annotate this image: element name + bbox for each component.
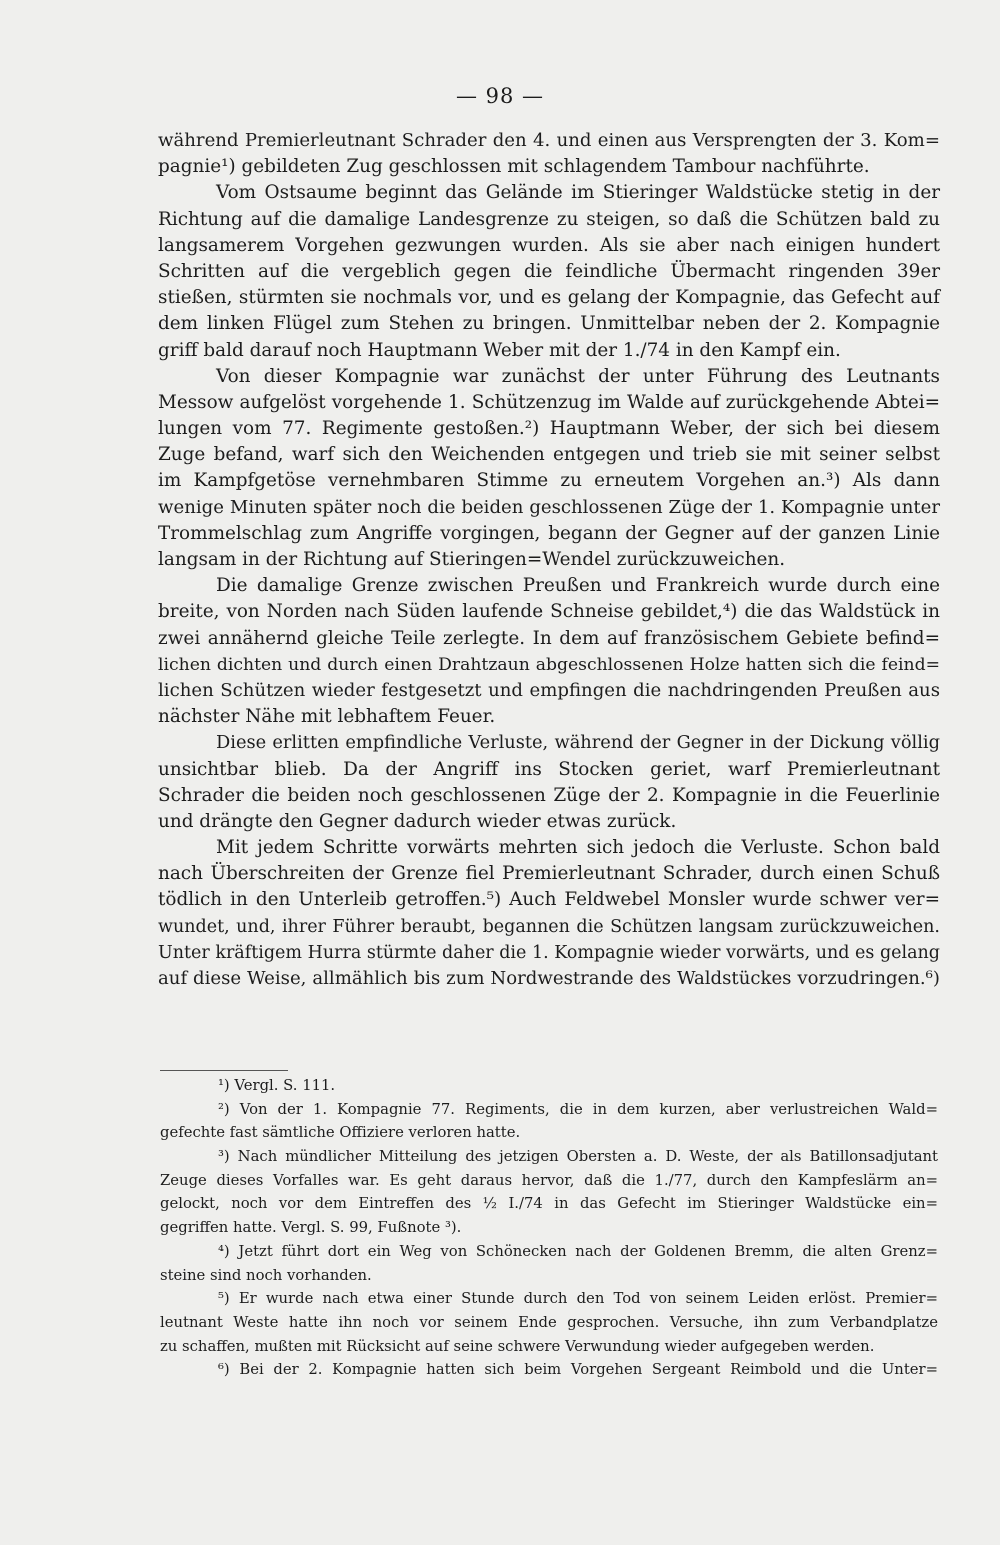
text-line: Trommelschlag zum Angriffe vorgingen, begann der Gegner auf der ganzen Linie xyxy=(158,522,940,544)
text-line: stießen, stürmten sie nochmals vor, und es gelang der Kompagnie, das Gefecht auf xyxy=(158,287,940,309)
footnote-line: steine sind noch vorhanden. xyxy=(160,1266,372,1284)
footnote-line: ¹) Vergl. S. 111. xyxy=(218,1077,336,1094)
text-line: griff bald darauf noch Hauptmann Weber mit der 1./74 in den Kampf ein. xyxy=(158,339,841,361)
text-line: lichen Schützen wieder festgesetzt und empfingen die nachdringenden Preußen aus xyxy=(158,679,940,701)
footnote-line: ³) Nach mündlicher Mitteilung des jetzigen Obersten a. D. Weste, der als Batillonsadjutant xyxy=(218,1148,938,1166)
text-line: lichen dichten und durch einen Drahtzaun abgeschlossenen Holze hatten sich die feind= xyxy=(158,654,940,675)
text-line: pagnie¹) gebildeten Zug geschlossen mit schlagendem Tambour nachführte. xyxy=(158,156,870,178)
text-line: Richtung auf die damalige Landesgrenze zu steigen, so daß die Schützen bald zu xyxy=(158,208,940,230)
text-line: Diese erlitten empfindliche Verluste, während der Gegner in der Dickung völlig xyxy=(216,732,940,754)
text-line: dem linken Flügel zum Stehen zu bringen. Unmittelbar neben der 2. Kompagnie xyxy=(158,313,940,335)
text-line: und drängte den Gegner dadurch wieder etwas zurück. xyxy=(158,810,677,832)
text-line: zwei annähernd gleiche Teile zerlegte. In dem auf französischem Gebiete befind= xyxy=(158,627,940,649)
text-line: lungen vom 77. Regimente gestoßen.²) Hauptmann Weber, der sich bei diesem xyxy=(158,418,940,440)
text-line: Vom Ostsaume beginnt das Gelände im Stieringer Waldstücke stetig in der xyxy=(216,182,940,204)
text-line: wundet, und, ihrer Führer beraubt, begannen die Schützen langsam zurückzuweichen. xyxy=(158,916,940,937)
footnote-line: zu schaffen, mußten mit Rücksicht auf seine schwere Verwundung wieder aufgegeben werden. xyxy=(160,1337,875,1355)
footnote-line: ⁵) Er wurde nach etwa einer Stunde durch den Tod von seinem Leiden erlöst. Premier= xyxy=(218,1290,938,1308)
text-line: Mit jedem Schritte vorwärts mehrten sich jedoch die Verluste. Schon bald xyxy=(216,837,940,859)
text-line: langsam in der Richtung auf Stieringen=Wendel zurückzuweichen. xyxy=(158,549,786,570)
text-line: unsichtbar blieb. Da der Angriff ins Stocken geriet, warf Premierleutnant xyxy=(158,758,940,780)
footnote-line: ⁶) Bei der 2. Kompagnie hatten sich beim Vorgehen Sergeant Reimbold und die Unter= xyxy=(218,1361,938,1379)
text-line: Unter kräftigem Hurra stürmte daher die 1. Kompagnie wieder vorwärts, und es gelang xyxy=(158,942,940,963)
footnote-line: gefechte fast sämtliche Offiziere verloren hatte. xyxy=(160,1124,521,1142)
text-line: nächster Nähe mit lebhaftem Feuer. xyxy=(158,706,496,728)
footnote-line: gegriffen hatte. Vergl. S. 99, Fußnote ³). xyxy=(160,1219,462,1237)
text-line: langsamerem Vorgehen gezwungen wurden. Als sie aber nach einigen hundert xyxy=(158,234,940,256)
text-line: Messow aufgelöst vorgehende 1. Schützenzug im Walde auf zurückgehende Abtei= xyxy=(158,391,940,413)
text-line: tödlich in den Unterleib getroffen.⁵) Auch Feldwebel Monsler wurde schwer ver= xyxy=(158,889,940,911)
page-number: — 98 — xyxy=(455,84,545,108)
text-line: während Premierleutnant Schrader den 4. und einen aus Versprengten der 3. Kom= xyxy=(158,130,940,151)
text-line: Schrader die beiden noch geschlossenen Züge der 2. Kompagnie in die Feuerlinie xyxy=(158,784,940,806)
text-line: Zuge befand, warf sich den Weichenden entgegen und trieb sie mit seiner selbst xyxy=(158,444,940,466)
text-line: breite, von Norden nach Süden laufende Schneise gebildet,⁴) die das Waldstück in xyxy=(158,601,940,623)
text-line: nach Überschreiten der Grenze fiel Premierleutnant Schrader, durch einen Schuß xyxy=(158,863,940,885)
text-line: Schritten auf die vergeblich gegen die feindliche Übermacht ringenden 39er xyxy=(158,260,940,282)
footnote-rule xyxy=(160,1070,288,1071)
main-text xyxy=(158,128,940,992)
footnote-line: Zeuge dieses Vorfalles war. Es geht daraus hervor, daß die 1./77, durch den Kampfeslärm an= xyxy=(160,1171,938,1189)
text-line: Die damalige Grenze zwischen Preußen und Frankreich wurde durch eine xyxy=(216,575,940,597)
footnote-line: gelockt, noch vor dem Eintreffen des ½ I./74 in das Gefecht im Stieringer Waldstücke ein= xyxy=(160,1195,938,1213)
footnote-line: ⁴) Jetzt führt dort ein Weg von Schönecken nach der Goldenen Bremm, die alten Grenz= xyxy=(218,1242,938,1260)
text-line: auf diese Weise, allmählich bis zum Nordwestrande des Waldstückes vorzudringen.⁶) xyxy=(158,968,940,989)
footnote-line: leutnant Weste hatte ihn noch vor seinem Ende gesprochen. Versuche, ihn zum Verbandplatze xyxy=(160,1313,938,1331)
footnotes xyxy=(160,1074,938,1382)
text-line: wenige Minuten später noch die beiden geschlossenen Züge der 1. Kompagnie unter xyxy=(158,496,940,518)
footnote-line: ²) Von der 1. Kompagnie 77. Regiments, die in dem kurzen, aber verlustreichen Wald= xyxy=(218,1100,938,1118)
text-line: Von dieser Kompagnie war zunächst der unter Führung des Leutnants xyxy=(216,365,940,387)
text-line: im Kampfgetöse vernehmbaren Stimme zu erneutem Vorgehen an.³) Als dann xyxy=(158,470,940,492)
